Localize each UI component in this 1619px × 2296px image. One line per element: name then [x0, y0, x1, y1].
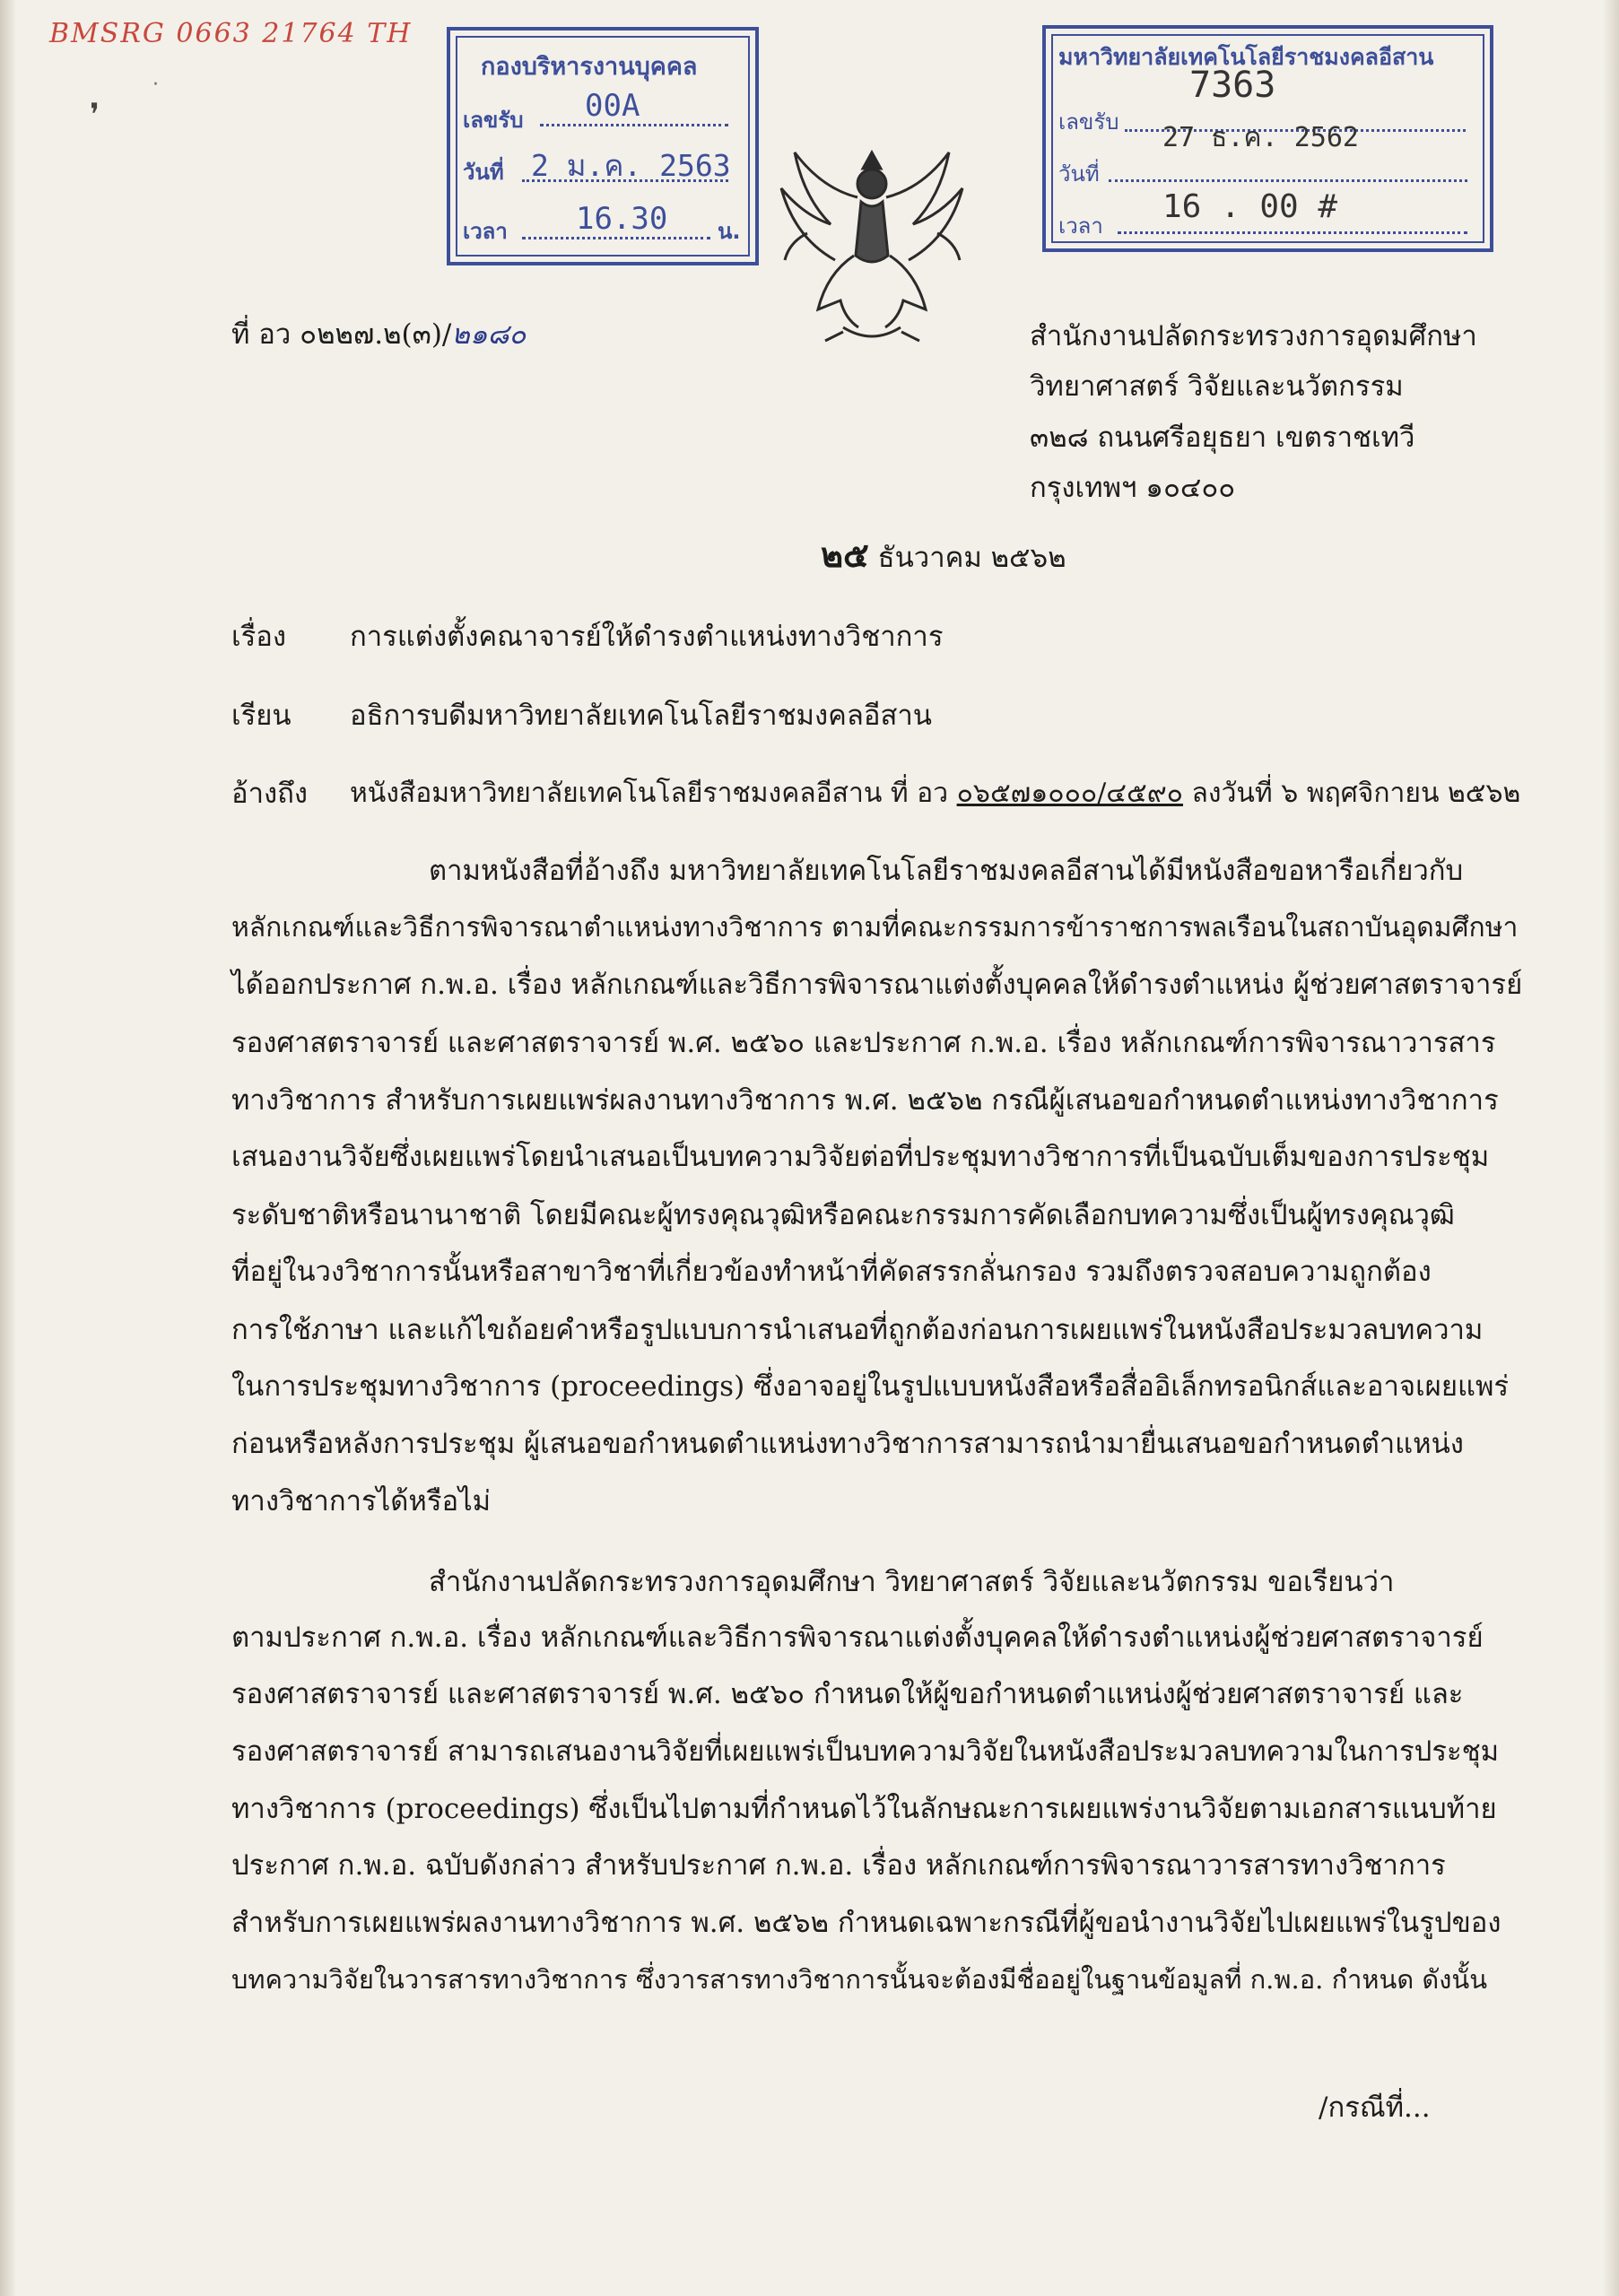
paragraph-1-line: ที่อยู่ในวงวิชาการนั้นหรือสาขาวิชาที่เกี่ยวข้องทำหน้าที่คัดสรรกลั่นกรอง รวมถึงตรวจสอบความถูกต้อง	[231, 1256, 1432, 1288]
paragraph-2-line: สำนักงานปลัดกระทรวงการอุดมศึกษา วิทยาศาสตร์ วิจัยและนวัตกรรม ขอเรียนว่า	[429, 1566, 1395, 1598]
stamp-date-label: วันที่	[1058, 161, 1100, 187]
letter-date	[821, 535, 1066, 576]
reference-label: อ้างถึง	[231, 778, 309, 810]
garuda-emblem-icon	[771, 135, 973, 359]
paragraph-1-line: รองศาสตราจารย์ และศาสตราจารย์ พ.ศ. ๒๕๖๐ และประกาศ ก.พ.อ. เรื่อง หลักเกณฑ์การพิจารณาวารสาร	[231, 1027, 1496, 1059]
paragraph-1-line: หลักเกณฑ์และวิธีการพิจารณาตำแหน่งทางวิชาการ ตามที่คณะกรรมการข้าราชการพลเรือนในสถาบันอุดมศึกษา	[231, 912, 1519, 944]
stamp-number-value: 00A	[585, 88, 640, 124]
stamp-time-label: เวลา	[1058, 213, 1103, 239]
received-stamp-university	[1042, 25, 1493, 252]
recipient-label: เรียน	[231, 700, 292, 732]
letter-date-month-year: ธันวาคม ๒๕๖๒	[877, 542, 1066, 574]
stamp-time-suffix: น.	[718, 219, 741, 244]
stamp-time-value: 16 . 00 #	[1162, 188, 1338, 225]
sender-line-3: ๓๒๘ ถนนศรีอยุธยา เขตราชเทวี	[1030, 422, 1415, 454]
recipient-text: อธิการบดีมหาวิทยาลัยเทคโนโลยีราชมงคลอีสาน	[350, 700, 932, 732]
document-number	[231, 318, 526, 352]
paragraph-1-line: เสนองานวิจัยซึ่งเผยแพร่โดยนำเสนอเป็นบทความวิจัยต่อที่ประชุมทางวิชาการที่เป็นฉบับเต็มของการประชุม	[231, 1141, 1490, 1173]
subject-label: เรื่อง	[231, 621, 287, 653]
stamp-time-value: 16.30	[576, 201, 668, 237]
continuation-marker: /กรณีที่...	[1319, 2092, 1431, 2124]
scan-edge-right	[1603, 0, 1619, 2296]
paragraph-2-line: สำหรับการเผยแพร่ผลงานทางวิชาการ พ.ศ. ๒๕๖๒ กำหนดเฉพาะกรณีที่ผู้ขอนำงานวิจัยไปเผยแพร่ในรูปของ	[231, 1907, 1501, 1939]
paragraph-2-line: บทความวิจัยในวารสารทางวิชาการ ซึ่งวารสารทางวิชาการนั้นจะต้องมีชื่ออยู่ในฐานข้อมูลที่ ก.พ.อ. กำหนด ดังนั้น	[231, 1964, 1488, 1995]
paragraph-1-line: ก่อนหรือหลังการประชุม ผู้เสนอขอกำหนดตำแหน่งทางวิชาการสามารถนำมายื่นเสนอขอกำหนดตำแหน่ง	[231, 1428, 1464, 1460]
paragraph-1-line: ในการประชุมทางวิชาการ (proceedings) ซึ่งอาจอยู่ในรูปแบบหนังสือหรือสื่ออิเล็กทรอนิกส์และอาจเผยแพร่	[231, 1370, 1510, 1403]
paragraph-1-line: ทางวิชาการได้หรือไม่	[231, 1485, 492, 1518]
paragraph-2-line: รองศาสตราจารย์ สามารถเสนองานวิจัยที่เผยแพร่เป็นบทความวิจัยในหนังสือประมวลบทความในการประชุม	[231, 1735, 1500, 1768]
stamp-time-label: เวลา	[463, 219, 508, 244]
subject-text: การแต่งตั้งคณาจารย์ให้ดำรงตำแหน่งทางวิชาการ	[350, 621, 944, 653]
paragraph-1-line: ระดับชาติหรือนานาชาติ โดยมีคณะผู้ทรงคุณวุฒิหรือคณะกรรมการคัดเลือกบทความซึ่งเป็นผู้ทรงคุณวุฒิ	[231, 1199, 1455, 1231]
stamp-number-label: เลขรับ	[463, 108, 524, 133]
pencil-mark: ❜	[90, 97, 100, 133]
paragraph-2-line: รองศาสตราจารย์ และศาสตราจารย์ พ.ศ. ๒๕๖๐ กำหนดให้ผู้ขอกำหนดตำแหน่งผู้ช่วยศาสตราจารย์ และ	[231, 1678, 1464, 1710]
paragraph-2-line: ตามประกาศ ก.พ.อ. เรื่อง หลักเกณฑ์และวิธีการพิจารณาแต่งตั้งบุคคลให้ดำรงตำแหน่งผู้ช่วยศาสตราจารย์	[231, 1622, 1484, 1654]
stamp-date-value: 27 ธ.ค. 2562	[1162, 122, 1359, 153]
reference-text-post: ลงวันที่ ๖ พฤศจิกายน ๒๕๖๒	[1183, 778, 1521, 809]
corner-reference-code: BMSRG 0663 21764 TH	[49, 18, 413, 49]
letter-date-day: ๒๕	[821, 535, 869, 575]
stamp-dotted-line	[540, 124, 728, 126]
pencil-mark: ·	[152, 74, 159, 96]
reference-text	[350, 778, 1520, 810]
sender-line-4: กรุงเทพฯ ๑๐๔๐๐	[1030, 472, 1236, 504]
sender-line-2: วิทยาศาสตร์ วิจัยและนวัตกรรม	[1030, 370, 1404, 403]
reference-text-pre: หนังสือมหาวิทยาลัยเทคโนโลยีราชมงคลอีสาน ที่ อว	[350, 778, 957, 809]
stamp-dotted-line	[1109, 179, 1467, 182]
stamp-number-label: เลขรับ	[1058, 109, 1119, 135]
stamp-number-value: 7363	[1189, 65, 1276, 106]
sender-line-1: สำนักงานปลัดกระทรวงการอุดมศึกษา	[1030, 320, 1477, 352]
scan-edge-left	[0, 0, 16, 2296]
paragraph-1-line: การใช้ภาษา และแก้ไขถ้อยคำหรือรูปแบบการนำเสนอที่ถูกต้องก่อนการเผยแพร่ในหนังสือประมวลบทความ	[231, 1314, 1484, 1346]
reference-number: ๐๖๕๗๑๐๐๐/๔๕๙๐	[956, 778, 1183, 809]
received-stamp-hr	[447, 27, 759, 265]
stamp-date-label: วันที่	[463, 160, 504, 185]
paragraph-2-line: ประกาศ ก.พ.อ. ฉบับดังกล่าว สำหรับประกาศ ก.พ.อ. เรื่อง หลักเกณฑ์การพิจารณาวารสารทางวิชาการ	[231, 1849, 1446, 1882]
stamp-dotted-line	[1118, 231, 1467, 234]
stamp-title: กองบริหารงานบุคคล	[481, 53, 698, 81]
paragraph-1-line: ตามหนังสือที่อ้างถึง มหาวิทยาลัยเทคโนโลยีราชมงคลอีสานได้มีหนังสือขอหารือเกี่ยวกับ	[429, 855, 1464, 887]
document-number-prefix: ที่ อว ๐๒๒๗.๒(๓)/	[231, 318, 452, 351]
stamp-dotted-line	[522, 237, 710, 239]
stamp-date-value: 2 ม.ค. 2563	[531, 148, 731, 183]
paragraph-2-line: ทางวิชาการ (proceedings) ซึ่งเป็นไปตามที่กำหนดไว้ในลักษณะการเผยแพร่งานวิจัยตามเอกสารแนบท้าย	[231, 1793, 1497, 1825]
paragraph-1-line: ทางวิชาการ สำหรับการเผยแพร่ผลงานทางวิชาการ พ.ศ. ๒๕๖๒ กรณีผู้เสนอขอกำหนดตำแหน่งทางวิชาการ	[231, 1084, 1499, 1117]
document-number-handwritten: ๒๑๘๐	[451, 318, 527, 351]
stamp-title: มหาวิทยาลัยเทคโนโลยีราชมงคลอีสาน	[1058, 44, 1434, 70]
paragraph-1-line: ได้ออกประกาศ ก.พ.อ. เรื่อง หลักเกณฑ์และวิธีการพิจารณาแต่งตั้งบุคคลให้ดำรงตำแหน่ง ผู้ช่วยศาสตราจารย์	[231, 969, 1523, 1001]
